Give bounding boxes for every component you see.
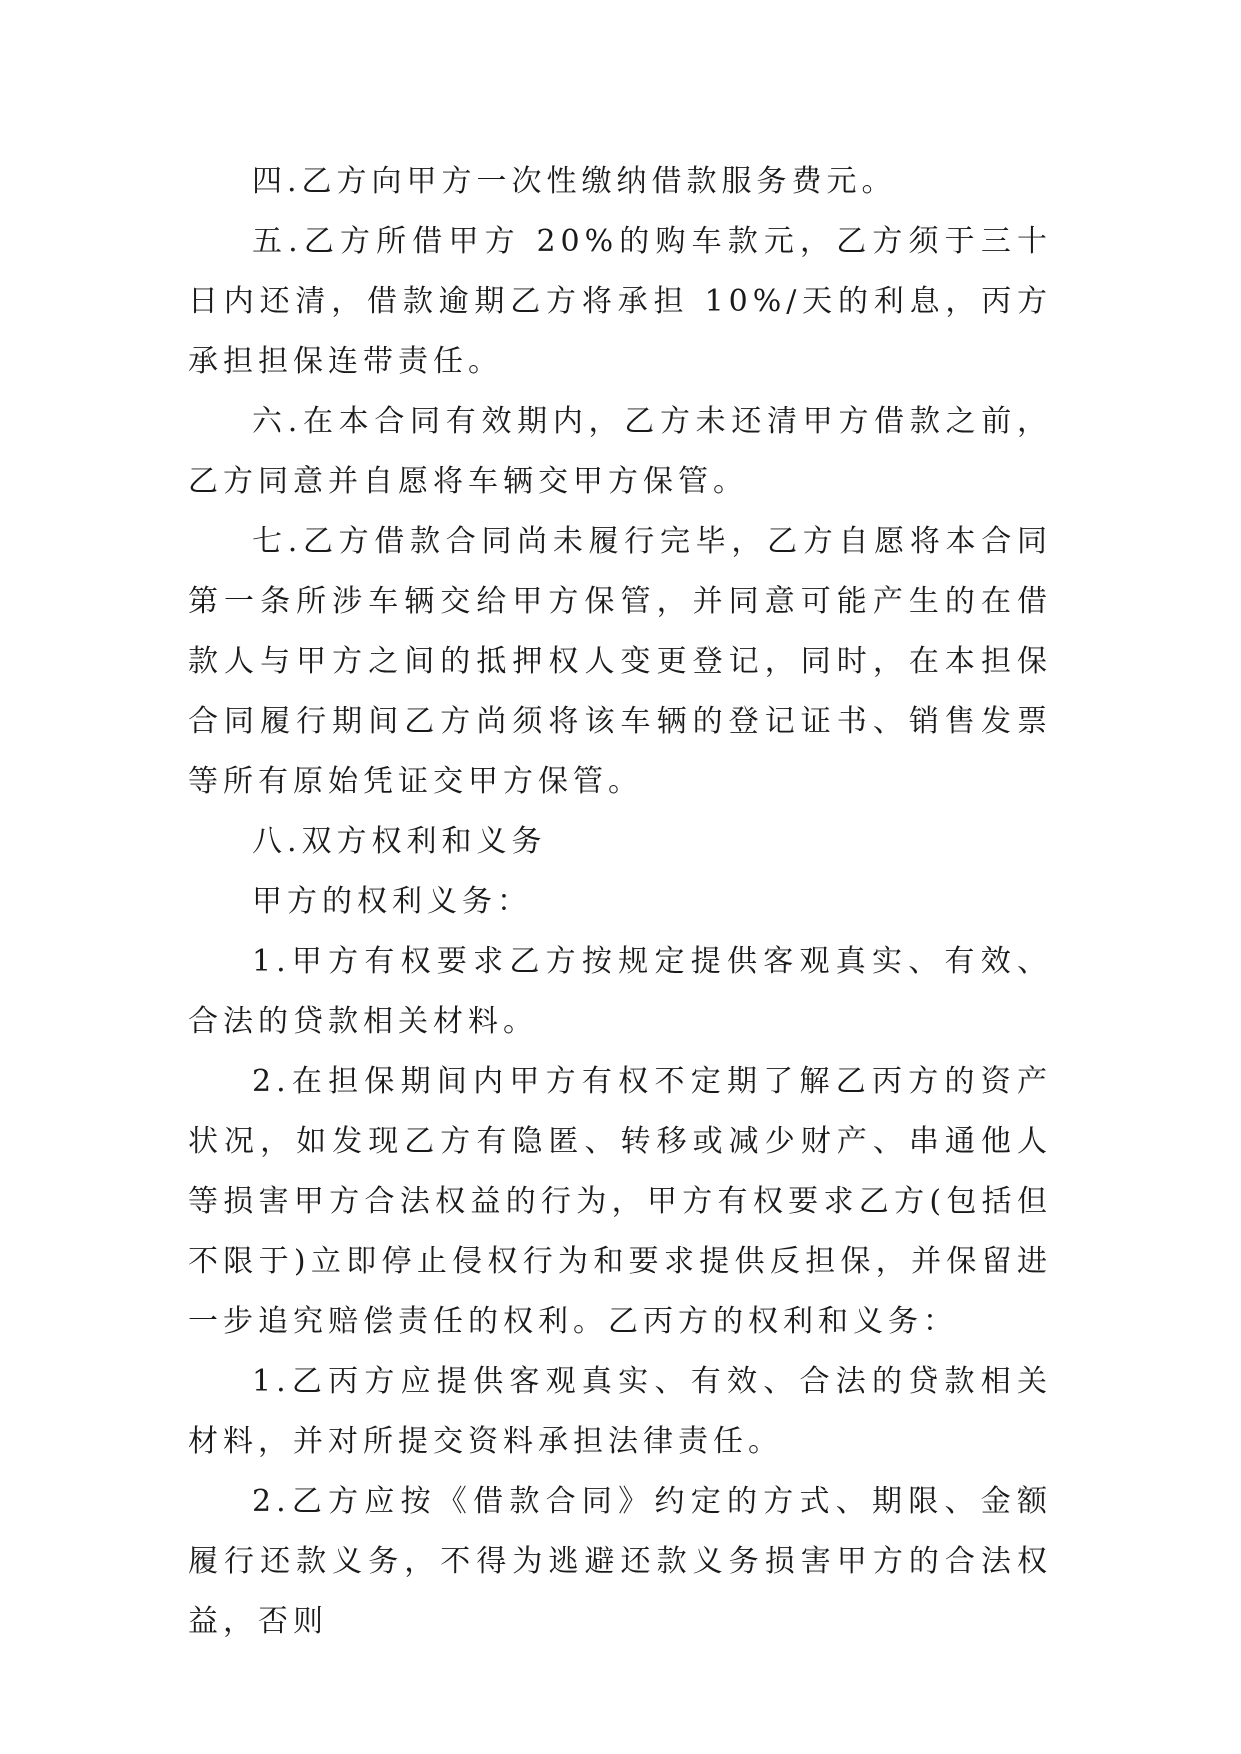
paragraph-party-bc-item-1: 1.乙丙方应提供客观真实、有效、合法的贷款相关材料，并对所提交资料承担法律责任。: [188, 1364, 1052, 1459]
paragraph-clause-5: 五.乙方所借甲方 20%的购车款元，乙方须于三十日内还清，借款逾期乙方将承担 10%/天的利息，丙方承担担保连带责任。: [188, 224, 1052, 379]
paragraph-clause-6: 六.在本合同有效期内，乙方未还清甲方借款之前，乙方同意并自愿将车辆交甲方保管。: [188, 404, 1052, 499]
paragraph-party-a-item-2: 2.在担保期间内甲方有权不定期了解乙丙方的资产状况，如发现乙方有隐匿、转移或减少财产、串通他人等损害甲方合法权益的行为，甲方有权要求乙方(包括但不限于)立即停止侵权行为和要求提供反担保，并保留进一步追究赔偿责任的权利。乙丙方的权利和义务：: [188, 1064, 1052, 1339]
paragraph-party-bc-item-2: 2.乙方应按《借款合同》约定的方式、期限、金额履行还款义务，不得为逃避还款义务损害甲方的合法权益，否则: [188, 1484, 1052, 1639]
document-body: [188, 152, 1052, 1652]
paragraph-party-a-heading: 甲方的权利义务：: [252, 884, 532, 919]
paragraph-party-a-item-1: 1.甲方有权要求乙方按规定提供客观真实、有效、合法的贷款相关材料。: [188, 944, 1052, 1039]
paragraph-clause-8-heading: 八.双方权利和义务: [252, 824, 547, 859]
paragraph-clause-7: 七.乙方借款合同尚未履行完毕，乙方自愿将本合同第一条所涉车辆交给甲方保管，并同意可能产生的在借款人与甲方之间的抵押权人变更登记，同时，在本担保合同履行期间乙方尚须将该车辆的登记证书、销售发票等所有原始凭证交甲方保管。: [188, 524, 1052, 799]
paragraph-clause-4: 四.乙方向甲方一次性缴纳借款服务费元。: [252, 164, 897, 199]
